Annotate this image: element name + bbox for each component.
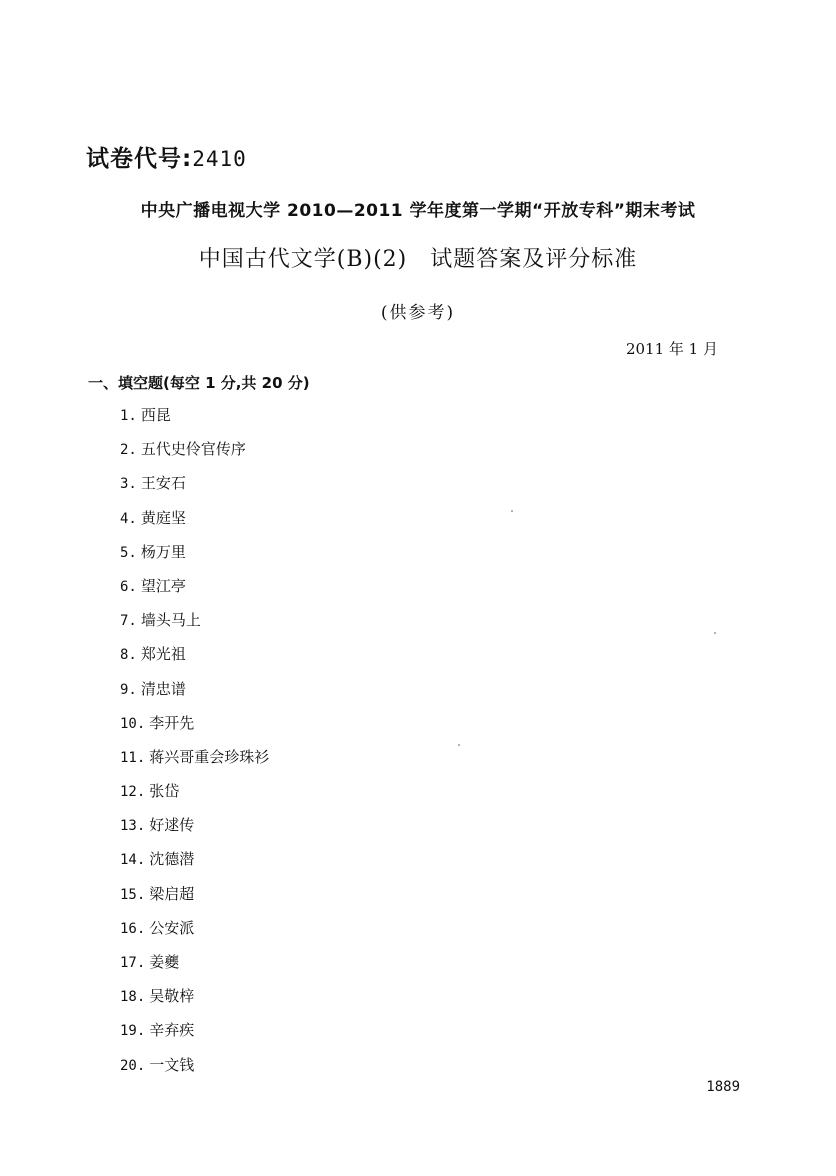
answer-number: 1. (120, 408, 137, 424)
answer-text: 梁启超 (149, 884, 195, 903)
answer-item (120, 473, 269, 507)
answer-number: 5. (120, 544, 137, 561)
answer-number: 16. (120, 920, 146, 937)
answer-item (120, 849, 269, 883)
answer-item (120, 405, 269, 439)
answer-item (120, 576, 269, 610)
answer-text: 一文钱 (149, 1055, 195, 1074)
subject-title: 中国古代文学(B)(2) 试题答案及评分标准 (198, 247, 638, 272)
answer-text: 李开先 (149, 713, 195, 732)
answer-text: 好逑传 (149, 816, 195, 835)
answer-text: 蒋兴哥重会珍珠衫 (149, 747, 270, 766)
answer-item (120, 986, 269, 1020)
answer-number: 13. (120, 818, 146, 835)
exam-date: 2011 年 1 月 (625, 340, 718, 358)
answer-number: 15. (120, 886, 146, 903)
exam-title: 中央广播电视大学 2010—2011 学年度第一学期“开放专科”期末考试 (140, 201, 696, 221)
answer-text: 五代史伶官传序 (140, 440, 246, 459)
page-number: 1889 (706, 1079, 740, 1095)
answer-text: 黄庭坚 (140, 508, 186, 527)
answer-item (120, 884, 269, 918)
answer-item (120, 644, 269, 678)
answer-number: 17. (120, 955, 146, 971)
answer-item (120, 508, 269, 542)
answer-item (120, 747, 269, 781)
answer-number: 7. (120, 613, 137, 630)
answer-item (120, 1020, 269, 1054)
paper-code-line (86, 140, 247, 173)
answer-number: 12. (120, 784, 146, 801)
answer-list (120, 405, 269, 1089)
paper-code-number: 2410 (192, 147, 247, 171)
answer-text: 沈德潜 (149, 850, 195, 869)
scan-speck (511, 510, 513, 512)
answer-item (120, 439, 269, 473)
answer-number: 10. (120, 715, 146, 732)
answer-item (120, 713, 269, 747)
answer-text: 墙头马上 (140, 611, 201, 630)
answer-number: 8. (120, 647, 137, 664)
answer-text: 吴敬梓 (149, 987, 195, 1006)
answer-item (120, 952, 269, 986)
answer-text: 望江亭 (140, 576, 186, 595)
scan-speck (458, 744, 460, 746)
answer-number: 19. (120, 1023, 146, 1040)
answer-item (120, 542, 269, 576)
answer-text: 清忠谱 (140, 679, 186, 698)
answer-number: 11. (120, 749, 146, 766)
answer-item (120, 610, 269, 644)
answer-text: 郑光祖 (140, 645, 186, 664)
answer-text: 姜夔 (149, 953, 180, 971)
answer-number: 2. (120, 442, 137, 459)
answer-number: 18. (120, 989, 146, 1006)
section-heading: 一、填空题(每空 1 分,共 20 分) (88, 374, 310, 392)
answer-item (120, 918, 269, 952)
answer-text: 公安派 (149, 918, 195, 937)
reference-note: (供参考) (380, 303, 456, 323)
answer-number: 14. (120, 852, 146, 869)
paper-code-label: 试卷代号: (86, 146, 193, 172)
answer-text: 辛弃疾 (149, 1021, 195, 1040)
answer-number: 20. (120, 1057, 146, 1074)
scan-speck (714, 632, 716, 634)
answer-text: 王安石 (140, 474, 186, 493)
answer-number: 4. (120, 510, 137, 527)
answer-number: 6. (120, 578, 137, 595)
answer-item (120, 781, 269, 815)
answer-item (120, 815, 269, 849)
answer-text: 西昆 (140, 406, 171, 424)
answer-item (120, 679, 269, 713)
answer-number: 3. (120, 476, 137, 493)
answer-item (120, 1055, 269, 1089)
answer-text: 杨万里 (140, 542, 186, 561)
answer-number: 9. (120, 681, 137, 698)
answer-text: 张岱 (149, 782, 180, 801)
